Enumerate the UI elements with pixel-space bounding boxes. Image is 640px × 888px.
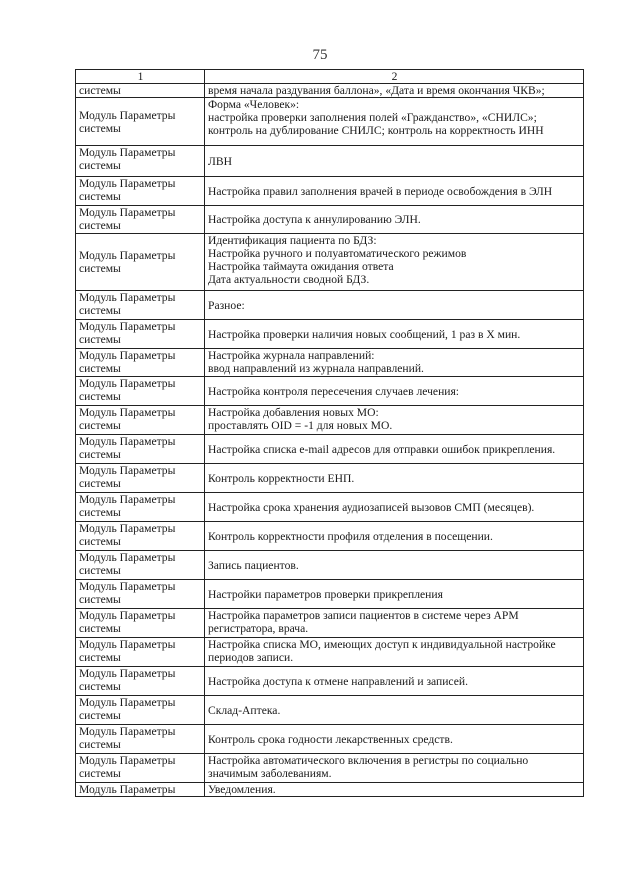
module-cell: [76, 464, 205, 493]
module-cell-line: Модуль Параметры: [79, 696, 176, 709]
table-row: [76, 177, 584, 206]
table-row: [76, 725, 584, 754]
setting-cell-line: Настройка правил заполнения врачей в периоде освобождения в ЭЛН: [208, 184, 553, 198]
module-cell-line: Модуль Параметры: [79, 349, 176, 362]
module-cell-line: системы: [79, 419, 121, 432]
module-cell-line: Модуль Параметры: [79, 146, 176, 159]
module-cell-line: Модуль Параметры: [79, 667, 176, 680]
table-row: [76, 146, 584, 177]
setting-cell-line: Настройка доступа к аннулированию ЭЛН.: [208, 213, 421, 226]
table-row: [76, 464, 584, 493]
setting-cell: [205, 177, 584, 206]
module-cell-line: системы: [79, 506, 121, 519]
setting-cell: [205, 667, 584, 696]
setting-cell-line: Настройка списка МО, имеющих доступ к индивидуальной настройке: [208, 638, 556, 651]
module-cell: [76, 146, 205, 177]
module-cell-line: Модуль Параметры: [79, 580, 176, 593]
table-row: [76, 349, 584, 377]
module-cell-line: Модуль Параметры: [79, 320, 176, 333]
setting-cell-line: Настройка журнала направлений:: [208, 349, 375, 362]
setting-cell: [205, 349, 584, 377]
setting-cell: [205, 435, 584, 464]
module-cell: [76, 177, 205, 206]
setting-cell-line: Идентификация пациента по БДЗ:: [208, 234, 377, 247]
module-cell-line: системы: [79, 651, 121, 664]
module-cell-line: системы: [79, 535, 121, 548]
module-cell: [76, 609, 205, 638]
setting-cell-line: Настройка проверки наличия новых сообщений, 1 раз в X мин.: [208, 327, 521, 341]
setting-cell-line: Настройка срока хранения аудиозаписей вызовов СМП (месяцев).: [208, 500, 535, 514]
module-cell-line: системы: [79, 593, 121, 606]
setting-cell: [205, 609, 584, 638]
table-row: [76, 98, 584, 146]
module-cell: [76, 349, 205, 377]
module-cell-line: системы: [79, 362, 121, 375]
setting-cell-line: настройка проверки заполнения полей «Гражданство», «СНИЛС»;: [208, 111, 537, 124]
table-row: [76, 696, 584, 725]
table-row: [76, 667, 584, 696]
setting-cell: [205, 551, 584, 580]
module-cell: [76, 98, 205, 146]
setting-cell-line: Контроль корректности профиля отделения в посещении.: [208, 529, 493, 543]
module-cell-line: системы: [79, 390, 121, 403]
module-cell: [76, 638, 205, 667]
table-row: [76, 783, 584, 797]
setting-cell: [205, 406, 584, 435]
module-cell-line: системы: [79, 84, 121, 97]
setting-cell-line: Контроль корректности ЕНП.: [208, 471, 355, 485]
page-number: 75: [312, 47, 328, 63]
setting-cell-line: ЛВН: [208, 154, 232, 168]
setting-cell: [205, 696, 584, 725]
setting-cell-line: Настройка автоматического включения в регистры по социально: [208, 754, 529, 767]
table-row: [76, 206, 584, 234]
table-row: [76, 493, 584, 522]
setting-cell: [205, 493, 584, 522]
setting-cell-line: проставлять OID = -1 для новых МО.: [208, 419, 393, 432]
setting-cell: [205, 580, 584, 609]
setting-cell-line: Разное:: [208, 298, 245, 312]
setting-cell-line: Уведомления.: [208, 783, 276, 796]
header-col-1: 1: [76, 70, 205, 84]
module-cell-line: системы: [79, 767, 121, 780]
setting-cell-line: Настройка списка e-mail адресов для отправки ошибок прикрепления.: [208, 442, 556, 456]
table-row: [76, 754, 584, 783]
module-cell-line: системы: [79, 121, 121, 135]
module-cell-line: Модуль Параметры: [79, 783, 176, 796]
setting-cell-line: Контроль срока годности лекарственных средств.: [208, 732, 453, 746]
module-cell-line: системы: [79, 622, 121, 635]
setting-cell-line: Настройка параметров записи пациентов в системе через АРМ: [208, 609, 519, 622]
module-cell: [76, 234, 205, 291]
setting-cell-line: контроль на дублирование СНИЛС; контроль на корректность ИНН: [208, 124, 544, 137]
setting-cell-line: Настройка ручного и полуавтоматического режимов: [208, 247, 467, 260]
table-row: [76, 406, 584, 435]
module-cell: [76, 206, 205, 234]
module-cell-line: системы: [79, 262, 121, 275]
module-cell-line: Модуль Параметры: [79, 638, 176, 651]
module-cell: [76, 406, 205, 435]
header-col-2: 2: [205, 70, 584, 84]
module-cell: [76, 522, 205, 551]
setting-cell-line: Настройка контроля пересечения случаев лечения:: [208, 384, 460, 398]
table-row: [76, 609, 584, 638]
module-cell: [76, 754, 205, 783]
setting-cell-line: регистратора, врача.: [208, 622, 309, 635]
setting-cell-line: Настройка добавления новых МО:: [208, 406, 379, 419]
module-cell-line: системы: [79, 709, 121, 722]
module-cell-line: Модуль Параметры: [79, 435, 176, 448]
module-cell-line: системы: [79, 564, 121, 577]
setting-cell-line: время начала раздувания баллона», «Дата и время окончания ЧКВ»;: [208, 84, 545, 97]
module-cell: [76, 435, 205, 464]
module-cell-line: Модуль Параметры: [79, 177, 176, 190]
module-cell-line: Модуль Параметры: [79, 108, 176, 122]
setting-cell: [205, 234, 584, 291]
setting-cell: [205, 754, 584, 783]
module-cell-line: Модуль Параметры: [79, 291, 176, 304]
module-cell-line: Модуль Параметры: [79, 754, 176, 767]
module-cell: [76, 84, 205, 98]
setting-cell-line: периодов записи.: [208, 651, 294, 664]
module-cell: [76, 580, 205, 609]
setting-cell: [205, 783, 584, 797]
setting-cell-line: ввод направлений из журнала направлений.: [208, 362, 424, 375]
setting-cell: [205, 638, 584, 667]
requirements-table: [75, 69, 584, 797]
setting-cell-line: Настройки параметров проверки прикрепления: [208, 587, 443, 601]
module-cell-line: системы: [79, 477, 121, 490]
module-cell-line: Модуль Параметры: [79, 464, 176, 477]
module-cell-line: Модуль Параметры: [79, 551, 176, 564]
module-cell-line: системы: [79, 304, 121, 317]
module-cell-line: системы: [79, 333, 121, 346]
setting-cell-line: Настройка таймаута ожидания ответа: [208, 260, 394, 273]
table-row: [76, 580, 584, 609]
setting-cell-line: Дата актуальности сводной БДЗ.: [208, 273, 370, 286]
setting-cell: [205, 291, 584, 320]
table-row: [76, 638, 584, 667]
module-cell-line: системы: [79, 448, 121, 461]
module-cell: [76, 667, 205, 696]
module-cell-line: системы: [79, 680, 121, 693]
module-cell: [76, 377, 205, 406]
module-cell-line: Модуль Параметры: [79, 377, 176, 390]
setting-cell-line: Настройка доступа к отмене направлений и записей.: [208, 674, 468, 688]
setting-cell: [205, 320, 584, 349]
module-cell: [76, 320, 205, 349]
setting-cell: [205, 725, 584, 754]
table-row: [76, 435, 584, 464]
setting-cell: [205, 146, 584, 177]
module-cell-line: системы: [79, 219, 121, 232]
table-row: [76, 377, 584, 406]
module-cell: [76, 291, 205, 320]
module-cell: [76, 696, 205, 725]
module-cell-line: Модуль Параметры: [79, 249, 176, 262]
module-cell: [76, 783, 205, 797]
module-cell-line: Модуль Параметры: [79, 493, 176, 506]
setting-cell: [205, 522, 584, 551]
module-cell-line: Модуль Параметры: [79, 725, 176, 738]
module-cell: [76, 551, 205, 580]
table-row: [76, 551, 584, 580]
setting-cell-line: значимым заболеваниям.: [208, 767, 332, 780]
setting-cell: [205, 84, 584, 98]
module-cell-line: Модуль Параметры: [79, 522, 176, 535]
table-header-row: [76, 70, 584, 84]
module-cell-line: Модуль Параметры: [79, 406, 176, 419]
module-cell-line: системы: [79, 190, 121, 203]
module-cell-line: системы: [79, 159, 121, 172]
module-cell-line: Модуль Параметры: [79, 609, 176, 622]
module-cell: [76, 725, 205, 754]
setting-cell: [205, 464, 584, 493]
setting-cell-line: Склад-Аптека.: [208, 703, 281, 717]
setting-cell: [205, 98, 584, 146]
setting-cell-line: Форма «Человек»:: [208, 98, 300, 111]
table-row: [76, 522, 584, 551]
setting-cell: [205, 206, 584, 234]
table-row: [76, 234, 584, 291]
setting-cell-line: Запись пациентов.: [208, 558, 299, 572]
setting-cell: [205, 377, 584, 406]
table-row: [76, 320, 584, 349]
module-cell-line: системы: [79, 738, 121, 751]
table-row: [76, 291, 584, 320]
table-row: [76, 84, 584, 98]
module-cell-line: Модуль Параметры: [79, 206, 176, 219]
module-cell: [76, 493, 205, 522]
